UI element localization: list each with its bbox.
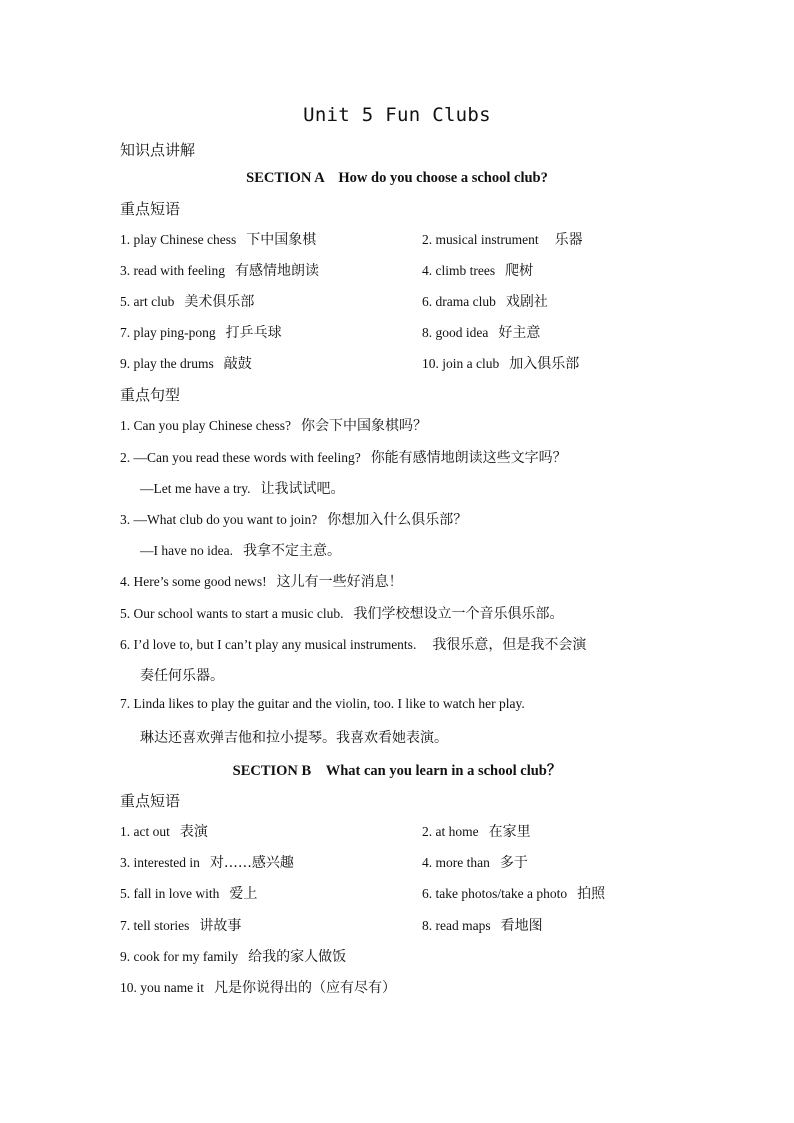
- sentence-item: 1. Can you play Chinese chess? 你会下中国象棋吗？: [120, 418, 427, 434]
- page-title: Unit 5 Fun Clubs: [303, 104, 491, 126]
- sentence-item: 7. Linda likes to play the guitar and the violin, too. I like to watch her play.: [120, 696, 525, 711]
- sentence-item: 6. I’d love to, but I can’t play any musical instruments. 我很乐意，但是我不会演: [120, 637, 587, 653]
- phrase-item: 5. art club 美术俱乐部: [120, 294, 255, 310]
- phrase-item: 7. play ping-pong 打乒乓球: [120, 325, 282, 341]
- phrase-item: 1. play Chinese chess 下中国象棋: [120, 232, 317, 248]
- phrase-item: 6. take photos/take a photo 拍照: [422, 886, 606, 902]
- section-b-title: SECTION B What can you learn in a school club？: [232, 763, 562, 779]
- phrase-item: 7. tell stories 讲故事: [120, 918, 242, 934]
- section-b-phrases-heading: 重点短语: [120, 792, 181, 810]
- phrase-item: 5. fall in love with 爱上: [120, 886, 258, 902]
- sentence-item: 4. Here’s some good news! 这儿有一些好消息！: [120, 574, 403, 590]
- sentence-item: —I have no idea. 我拿不定主意。: [140, 543, 341, 559]
- sentence-item: 3. —What club do you want to join? 你想加入什么俱乐部？: [120, 512, 468, 528]
- phrase-item: 6. drama club 戏剧社: [422, 294, 548, 310]
- sentence-item: 琳达还喜欢弹吉他和拉小提琴。我喜欢看她表演。: [140, 730, 448, 746]
- section-a-sentences-heading: 重点句型: [120, 386, 181, 404]
- phrase-item: 9. play the drums 敲鼓: [120, 356, 252, 372]
- section-a-title: SECTION A How do you choose a school club?: [246, 170, 548, 186]
- phrase-item: 2. musical instrument 乐器: [422, 232, 583, 248]
- sentence-item: —Let me have a try. 让我试试吧。: [140, 481, 345, 497]
- phrase-item: 4. more than 多于: [422, 855, 528, 871]
- phrase-item: 1. act out 表演: [120, 824, 208, 840]
- phrase-item: 8. read maps 看地图: [422, 918, 543, 934]
- section-a-phrases-heading: 重点短语: [120, 200, 181, 218]
- phrase-item: 2. at home 在家里: [422, 824, 531, 840]
- phrase-item: 3. read with feeling 有感情地朗读: [120, 263, 319, 279]
- phrase-item: 3. interested in 对……感兴趣: [120, 855, 294, 871]
- phrase-item: 8. good idea 好主意: [422, 325, 541, 341]
- phrase-item: 10. join a club 加入俱乐部: [422, 356, 580, 372]
- intro-heading: 知识点讲解: [120, 141, 196, 159]
- phrase-item: 9. cook for my family 给我的家人做饭: [120, 949, 347, 965]
- phrase-item: 4. climb trees 爬树: [422, 263, 534, 279]
- sentence-item: 5. Our school wants to start a music club. 我们学校想设立一个音乐俱乐部。: [120, 606, 564, 622]
- sentence-item: 2. —Can you read these words with feeling? 你能有感情地朗读这些文字吗？: [120, 450, 567, 466]
- sentence-item: 奏任何乐器。: [140, 668, 224, 684]
- phrase-item: 10. you name it 凡是你说得出的（应有尽有）: [120, 980, 396, 996]
